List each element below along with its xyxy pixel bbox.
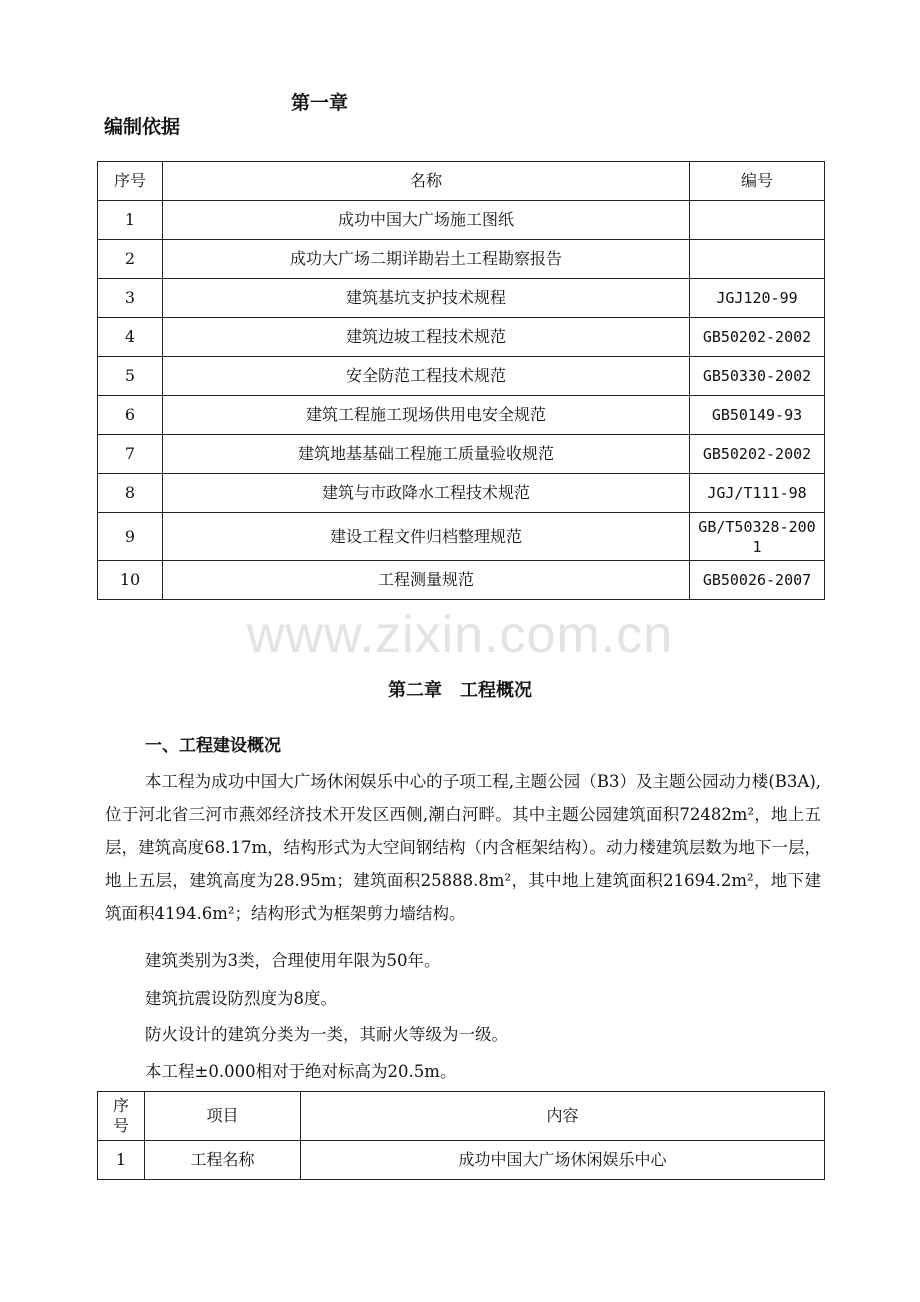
cell-index: 1 xyxy=(98,1141,145,1180)
table-row xyxy=(98,240,825,279)
table-row xyxy=(98,318,825,357)
table-row xyxy=(98,279,825,318)
cell-code: GB50026-2007 xyxy=(690,561,825,600)
col-header-code: 编号 xyxy=(690,162,825,201)
col-header-item: 项目 xyxy=(145,1092,301,1141)
cell-code xyxy=(690,201,825,240)
col-header-content: 内容 xyxy=(301,1092,825,1141)
cell-index: 9 xyxy=(98,513,163,561)
cell-name: 建筑基坑支护技术规程 xyxy=(163,279,690,318)
overview-line: 防火设计的建筑分类为一类，其耐火等级为一级。 xyxy=(145,1025,508,1044)
cell-name: 安全防范工程技术规范 xyxy=(163,357,690,396)
cell-name: 建设工程文件归档整理规范 xyxy=(163,513,690,561)
cell-name: 成功中国大广场施工图纸 xyxy=(163,201,690,240)
chapter1-title: 第一章 xyxy=(291,92,349,114)
chapter1-heading: 编制依据 xyxy=(104,116,181,138)
cell-name: 建筑边坡工程技术规范 xyxy=(163,318,690,357)
chapter2-title: 第二章 工程概况 xyxy=(388,680,532,701)
cell-code: GB50330-2002 xyxy=(690,357,825,396)
table-row xyxy=(98,357,825,396)
cell-name: 建筑工程施工现场供用电安全规范 xyxy=(163,396,690,435)
table-row xyxy=(98,1141,825,1180)
table-header-row xyxy=(98,1092,825,1141)
cell-item: 工程名称 xyxy=(145,1141,301,1180)
cell-content: 成功中国大广场休闲娱乐中心 xyxy=(301,1141,825,1180)
cell-index: 8 xyxy=(98,474,163,513)
basis-table xyxy=(97,161,825,600)
overview-line: 建筑类别为3类，合理使用年限为50年。 xyxy=(145,951,441,970)
cell-code: JGJ/T111-98 xyxy=(690,474,825,513)
cell-code: GB50202-2002 xyxy=(690,435,825,474)
col-header-index: 序号 xyxy=(98,162,163,201)
cell-name: 建筑地基基础工程施工质量验收规范 xyxy=(163,435,690,474)
cell-index: 7 xyxy=(98,435,163,474)
cell-index: 3 xyxy=(98,279,163,318)
table-row xyxy=(98,396,825,435)
cell-index: 6 xyxy=(98,396,163,435)
cell-index: 4 xyxy=(98,318,163,357)
cell-code: GB50149-93 xyxy=(690,396,825,435)
col-header-name: 名称 xyxy=(163,162,690,201)
cell-code: GB/T50328-2001 xyxy=(690,513,825,561)
table-header-row xyxy=(98,162,825,201)
cell-name: 工程测量规范 xyxy=(163,561,690,600)
project-table xyxy=(97,1091,825,1180)
cell-index: 5 xyxy=(98,357,163,396)
table-row xyxy=(98,474,825,513)
overview-paragraph: 本工程为成功中国大广场休闲娱乐中心的子项工程,主题公园（B3）及主题公园动力楼(B3A),位于河北省三河市燕郊经济技术开发区西侧,潮白河畔。其中主题公园建筑面积72482m²，地上五层，建筑高度68.17m，结构形式为大空间钢结构（内含框架结构）。动力楼建筑层数为地下一层，地上五层，建筑高度为28.95m；建筑面积25888.8m²，其中地上建筑面积21694.2m²，地下建筑面积4194.6m²；结构形式为框架剪力墙结构。 xyxy=(105,772,821,923)
cell-code xyxy=(690,240,825,279)
section-heading: 一、工程建设概况 xyxy=(145,736,281,756)
table-row xyxy=(98,201,825,240)
col-header-index: 序号 xyxy=(98,1092,145,1141)
table-row xyxy=(98,435,825,474)
cell-index: 1 xyxy=(98,201,163,240)
cell-index: 10 xyxy=(98,561,163,600)
cell-code: GB50202-2002 xyxy=(690,318,825,357)
cell-index: 2 xyxy=(98,240,163,279)
watermark: www.zixin.com.cn xyxy=(246,606,674,664)
table-row xyxy=(98,561,825,600)
cell-name: 建筑与市政降水工程技术规范 xyxy=(163,474,690,513)
cell-code: JGJ120-99 xyxy=(690,279,825,318)
table-row xyxy=(98,513,825,561)
overview-line: 本工程±0.000相对于绝对标高为20.5m。 xyxy=(145,1062,457,1081)
overview-line: 建筑抗震设防烈度为8度。 xyxy=(145,989,337,1008)
cell-name: 成功大广场二期详勘岩土工程勘察报告 xyxy=(163,240,690,279)
